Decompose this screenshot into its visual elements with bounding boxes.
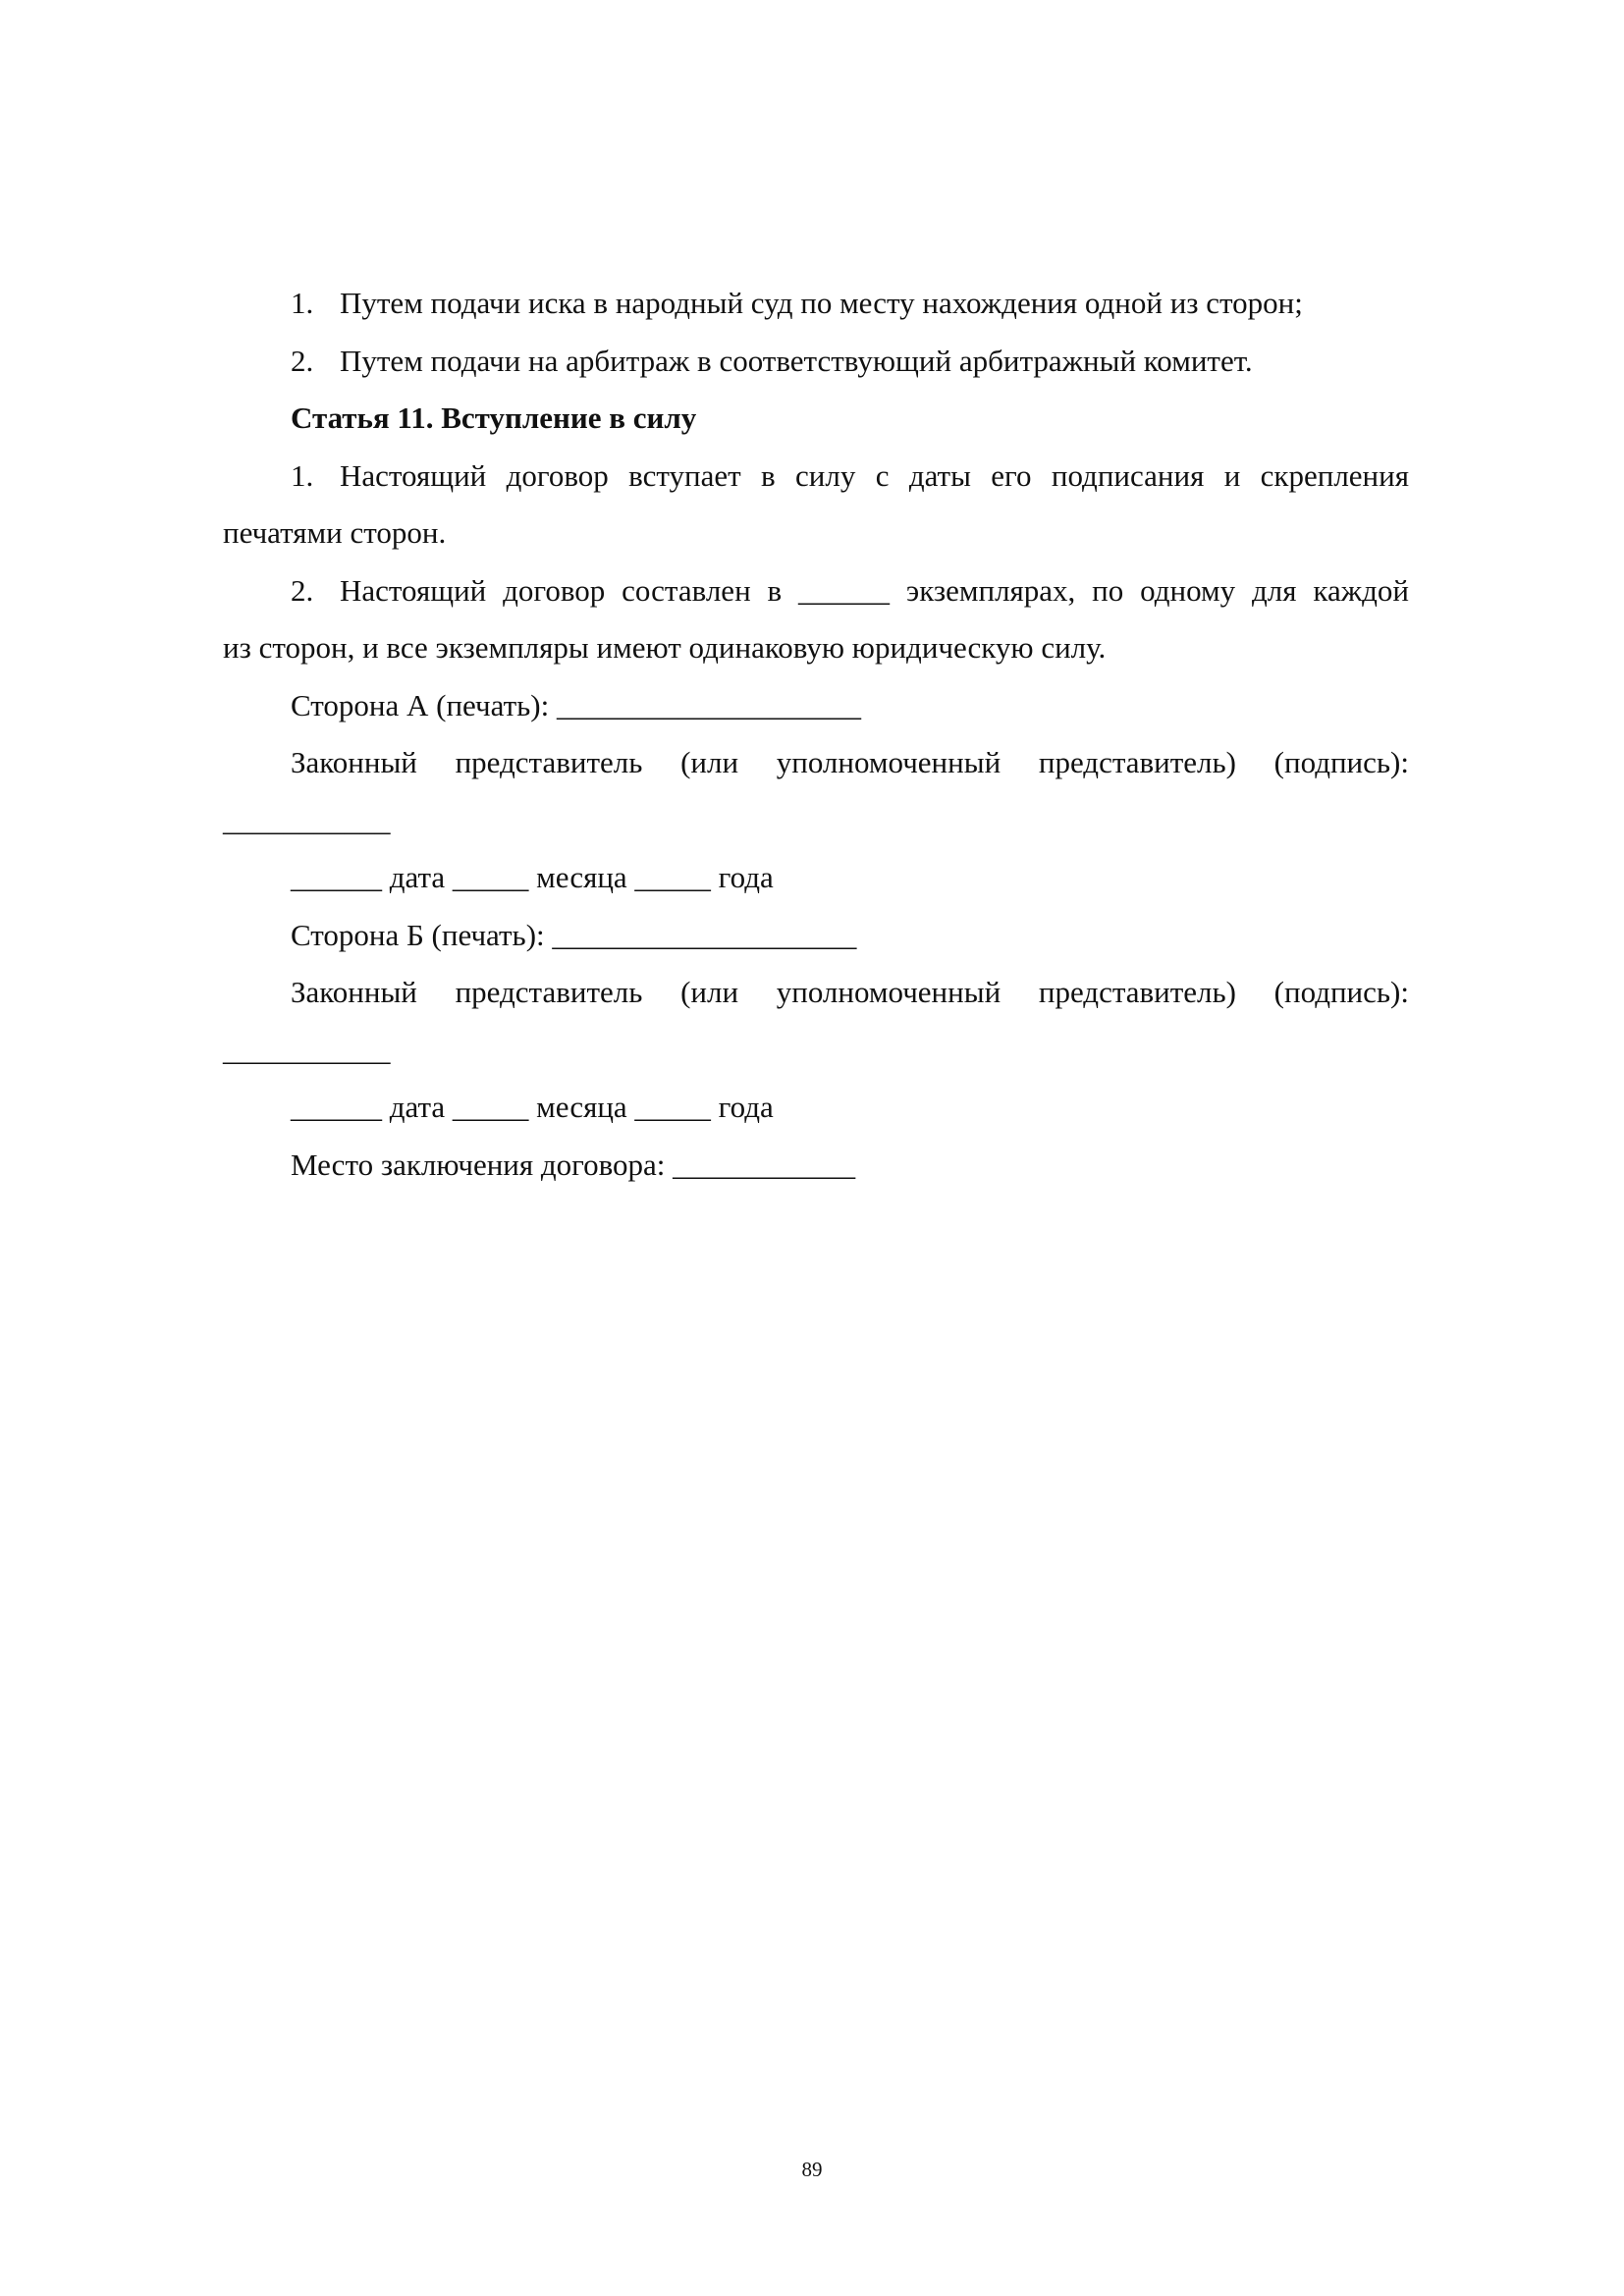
contract-place-field: Место заключения договора: ____________: [291, 1147, 856, 1182]
list-item-court: [223, 275, 1409, 333]
list-text: Путем подачи на арбитраж в соответствующий арбитражный комитет.: [340, 343, 1253, 378]
party-a-representative-signature-label: Законный представитель (или уполномоченный представитель) (подпись):: [291, 745, 1409, 779]
list-number: 2.: [291, 343, 314, 378]
paragraph-copies: [223, 562, 1409, 620]
paragraph-continuation: из сторон, и все экземпляры имеют одинаковую юридическую силу.: [223, 630, 1107, 665]
party-b-seal-field: Сторона Б (печать): ____________________: [291, 917, 857, 952]
article-heading: Статья 11. Вступление в силу: [291, 400, 697, 435]
list-item-arbitration: [223, 333, 1409, 391]
list-text: Путем подачи иска в народный суд по месту нахождения одной из сторон;: [340, 286, 1303, 320]
paragraph-continuation: печатями сторон.: [223, 515, 447, 550]
paragraph-text: Настоящий договор вступает в силу с даты его подписания и скрепления: [340, 457, 1409, 493]
party-b-date-field: ______ дата _____ месяца _____ года: [291, 1090, 774, 1124]
page-number: 89: [801, 2158, 823, 2181]
party-b-representative-signature-label: Законный представитель (или уполномоченный представитель) (подпись):: [291, 975, 1409, 1009]
party-a-signature-blank: ___________: [223, 802, 391, 837]
paragraph-text: Настоящий договор составлен в ______ экземплярах, по одному для каждой: [340, 572, 1409, 608]
party-b-signature-blank: ___________: [223, 1032, 391, 1067]
paragraph-effective-date: [223, 448, 1409, 506]
party-a-seal-field: Сторона А (печать): ____________________: [291, 687, 861, 722]
list-number: 1.: [291, 457, 314, 493]
list-number: 1.: [291, 286, 314, 320]
party-a-date-field: ______ дата _____ месяца _____ года: [291, 860, 774, 894]
document-body: [223, 275, 1409, 1194]
list-number: 2.: [291, 572, 314, 608]
